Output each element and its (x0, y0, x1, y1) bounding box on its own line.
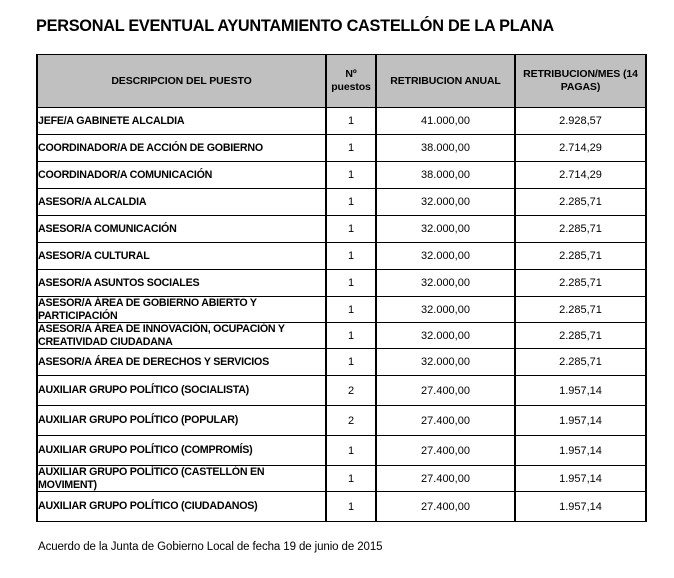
cell-puestos: 1 (326, 108, 376, 135)
cell-retribucion-mes: 2.285,71 (515, 297, 646, 323)
column-header-retribucion-mes: RETRIBUCION/MES (14 PAGAS) (515, 55, 646, 108)
cell-puestos: 1 (326, 323, 376, 349)
cell-puestos: 1 (326, 243, 376, 270)
descripcion-text: COORDINADOR/A COMUNICACIÓN (38, 168, 213, 181)
table-header-row (37, 55, 646, 108)
cell-retribucion-mes: 2.285,71 (515, 323, 646, 349)
cell-retribucion-anual: 41.000,00 (376, 108, 515, 135)
cell-puestos: 1 (326, 135, 376, 162)
cell-puestos: 1 (326, 297, 376, 323)
cell-descripcion (37, 108, 326, 135)
cell-retribucion-mes: 1.957,14 (515, 466, 646, 492)
descripcion-text: ASESOR/A ASUNTOS SOCIALES (38, 276, 200, 289)
cell-descripcion (37, 135, 326, 162)
cell-puestos: 1 (326, 189, 376, 216)
footer-note: Acuerdo de la Junta de Gobierno Local de fecha 19 de junio de 2015 (38, 541, 383, 553)
cell-retribucion-anual: 32.000,00 (376, 270, 515, 297)
cell-retribucion-anual: 32.000,00 (376, 216, 515, 243)
table-row (37, 297, 646, 323)
table-row (37, 466, 646, 492)
cell-puestos: 1 (326, 216, 376, 243)
cell-retribucion-mes: 1.957,14 (515, 376, 646, 406)
cell-retribucion-anual: 32.000,00 (376, 189, 515, 216)
page-title: PERSONAL EVENTUAL AYUNTAMIENTO CASTELLÓN DE LA PLANA (36, 16, 554, 35)
cell-retribucion-mes: 1.957,14 (515, 406, 646, 436)
descripcion-text: ASESOR/A ÁREA DE GOBIERNO ABIERTO Y PARTICIPACIÓN (38, 297, 257, 322)
descripcion-text: ASESOR/A CULTURAL (38, 249, 150, 262)
table-row (37, 349, 646, 376)
table-row (37, 270, 646, 297)
table-row (37, 189, 646, 216)
descripcion-text: AUXILIAR GRUPO POLÍTICO (SOCIALISTA) (38, 384, 249, 397)
cell-descripcion (37, 297, 326, 323)
cell-puestos: 1 (326, 162, 376, 189)
descripcion-text: AUXILIAR GRUPO POLÍTICO (CIUDADANOS) (38, 500, 258, 513)
descripcion-text: ASESOR/A ALCALDIA (38, 195, 147, 208)
cell-retribucion-anual: 27.400,00 (376, 492, 515, 522)
cell-retribucion-anual: 27.400,00 (376, 466, 515, 492)
cell-retribucion-mes: 2.928,57 (515, 108, 646, 135)
cell-descripcion (37, 162, 326, 189)
cell-descripcion (37, 466, 326, 492)
cell-retribucion-mes: 2.285,71 (515, 189, 646, 216)
cell-puestos: 1 (326, 436, 376, 466)
descripcion-text: ASESOR/A ÁREA DE DERECHOS Y SERVICIOS (38, 355, 269, 368)
cell-retribucion-mes: 2.285,71 (515, 216, 646, 243)
cell-retribucion-anual: 32.000,00 (376, 323, 515, 349)
cell-retribucion-anual: 32.000,00 (376, 243, 515, 270)
descripcion-text: JEFE/A GABINETE ALCALDIA (38, 114, 185, 127)
cell-retribucion-mes: 1.957,14 (515, 492, 646, 522)
cell-puestos: 1 (326, 270, 376, 297)
descripcion-text: COORDINADOR/A DE ACCIÓN DE GOBIERNO (38, 141, 263, 154)
table-row (37, 376, 646, 406)
cell-descripcion (37, 243, 326, 270)
descripcion-text: AUXILIAR GRUPO POLÍTICO (COMPROMÍS) (38, 444, 253, 457)
cell-descripcion (37, 323, 326, 349)
cell-puestos: 1 (326, 349, 376, 376)
cell-descripcion (37, 436, 326, 466)
cell-descripcion (37, 492, 326, 522)
cell-descripcion (37, 406, 326, 436)
cell-descripcion (37, 376, 326, 406)
cell-retribucion-mes: 2.285,71 (515, 243, 646, 270)
column-header-retribucion-anual: RETRIBUCION ANUAL (376, 55, 515, 108)
descripcion-text: AUXILIAR GRUPO POLÍTICO (POPULAR) (38, 414, 239, 427)
column-header-descripcion: DESCRIPCION DEL PUESTO (37, 55, 326, 108)
cell-descripcion (37, 270, 326, 297)
cell-retribucion-mes: 1.957,14 (515, 436, 646, 466)
descripcion-text: ASESOR/A COMUNICACIÓN (38, 222, 177, 235)
table-row (37, 243, 646, 270)
table-body (37, 108, 646, 522)
cell-puestos: 1 (326, 466, 376, 492)
cell-retribucion-anual: 32.000,00 (376, 349, 515, 376)
table-row (37, 108, 646, 135)
cell-descripcion (37, 189, 326, 216)
cell-retribucion-anual: 27.400,00 (376, 436, 515, 466)
cell-retribucion-mes: 2.714,29 (515, 135, 646, 162)
cell-puestos: 2 (326, 376, 376, 406)
cell-descripcion (37, 216, 326, 243)
table-row (37, 216, 646, 243)
table-row (37, 162, 646, 189)
table-row (37, 323, 646, 349)
cell-puestos: 1 (326, 492, 376, 522)
personal-eventual-table (36, 54, 647, 522)
cell-retribucion-anual: 27.400,00 (376, 376, 515, 406)
descripcion-text: ASESOR/A ÁREA DE INNOVACIÓN, OCUPACIÓN Y CREATIVIDAD CIUDADANA (38, 323, 285, 348)
table-row (37, 135, 646, 162)
cell-retribucion-anual: 27.400,00 (376, 406, 515, 436)
column-header-puestos: Nº puestos (326, 55, 376, 108)
cell-retribucion-mes: 2.285,71 (515, 349, 646, 376)
descripcion-text: AUXILIAR GRUPO POLÍTICO (CASTELLÓN EN MOVIMENT) (38, 466, 265, 491)
cell-descripcion (37, 349, 326, 376)
table-row (37, 436, 646, 466)
table-header (37, 55, 646, 108)
cell-retribucion-mes: 2.714,29 (515, 162, 646, 189)
table-row (37, 406, 646, 436)
cell-retribucion-mes: 2.285,71 (515, 270, 646, 297)
cell-retribucion-anual: 32.000,00 (376, 297, 515, 323)
table-row (37, 492, 646, 522)
cell-retribucion-anual: 38.000,00 (376, 162, 515, 189)
cell-retribucion-anual: 38.000,00 (376, 135, 515, 162)
cell-puestos: 2 (326, 406, 376, 436)
